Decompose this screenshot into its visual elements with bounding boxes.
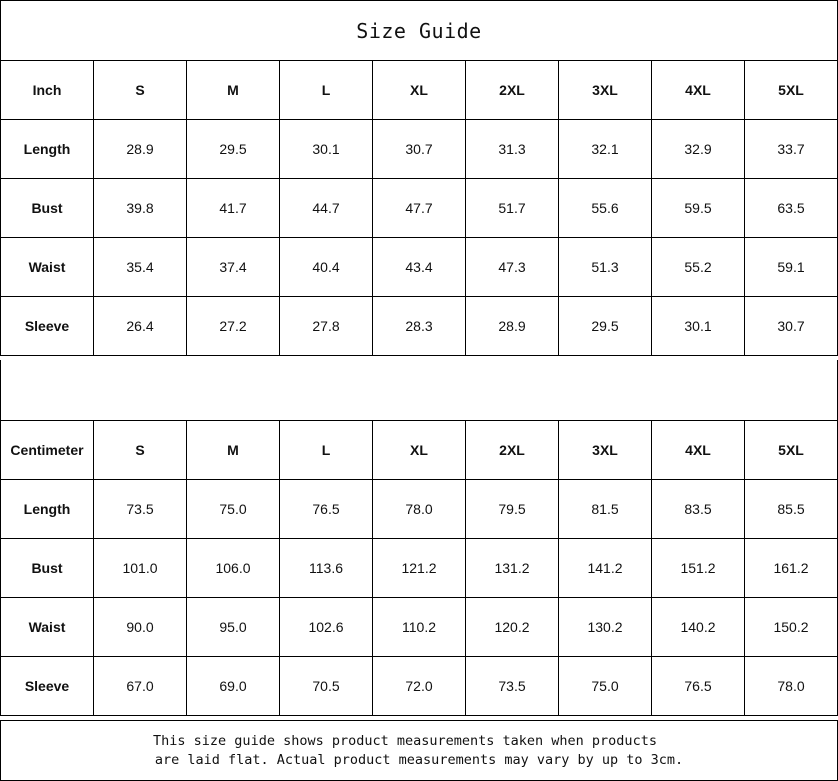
measurement-value: 130.2 (559, 598, 652, 657)
measurement-value: 30.7 (745, 297, 838, 356)
measurement-value: 151.2 (652, 539, 745, 598)
measurement-value: 75.0 (559, 657, 652, 716)
measurement-value: 121.2 (373, 539, 466, 598)
size-header: 3XL (559, 61, 652, 120)
size-header: 3XL (559, 421, 652, 480)
measurement-value: 41.7 (187, 179, 280, 238)
size-header: L (280, 421, 373, 480)
measurement-value: 31.3 (466, 120, 559, 179)
measurement-label: Waist (1, 598, 94, 657)
measurement-value: 55.2 (652, 238, 745, 297)
size-header: 2XL (466, 421, 559, 480)
measurement-value: 32.9 (652, 120, 745, 179)
table-header-row (1, 61, 838, 120)
measurement-value: 72.0 (373, 657, 466, 716)
table-row (1, 120, 838, 179)
measurement-value: 37.4 (187, 238, 280, 297)
measurement-label: Length (1, 120, 94, 179)
measurement-value: 78.0 (373, 480, 466, 539)
measurement-value: 79.5 (466, 480, 559, 539)
size-header: S (94, 61, 187, 120)
measurement-value: 40.4 (280, 238, 373, 297)
measurement-value: 43.4 (373, 238, 466, 297)
measurement-label: Bust (1, 539, 94, 598)
measurement-value: 30.1 (280, 120, 373, 179)
measurement-value: 44.7 (280, 179, 373, 238)
measurement-value: 29.5 (559, 297, 652, 356)
footnote-line-1: This size guide shows product measurements taken when products (153, 732, 657, 749)
size-header: M (187, 421, 280, 480)
measurement-value: 113.6 (280, 539, 373, 598)
size-header: 5XL (745, 61, 838, 120)
measurement-value: 102.6 (280, 598, 373, 657)
measurement-value: 30.1 (652, 297, 745, 356)
table-row (1, 539, 838, 598)
measurement-value: 27.2 (187, 297, 280, 356)
table-row (1, 657, 838, 716)
measurement-value: 120.2 (466, 598, 559, 657)
size-header: 4XL (652, 421, 745, 480)
measurement-value: 63.5 (745, 179, 838, 238)
measurement-value: 47.3 (466, 238, 559, 297)
measurement-value: 35.4 (94, 238, 187, 297)
size-header: 2XL (466, 61, 559, 120)
measurement-value: 70.5 (280, 657, 373, 716)
measurement-value: 33.7 (745, 120, 838, 179)
measurement-value: 83.5 (652, 480, 745, 539)
measurement-value: 29.5 (187, 120, 280, 179)
measurement-value: 161.2 (745, 539, 838, 598)
measurement-label: Bust (1, 179, 94, 238)
measurement-value: 101.0 (94, 539, 187, 598)
measurement-value: 59.1 (745, 238, 838, 297)
measurement-value: 28.9 (94, 120, 187, 179)
measurement-value: 78.0 (745, 657, 838, 716)
measurement-value: 75.0 (187, 480, 280, 539)
measurement-value: 26.4 (94, 297, 187, 356)
measurement-value: 81.5 (559, 480, 652, 539)
measurement-value: 28.9 (466, 297, 559, 356)
measurement-value: 73.5 (466, 657, 559, 716)
measurement-value: 39.8 (94, 179, 187, 238)
size-header: XL (373, 61, 466, 120)
measurement-value: 90.0 (94, 598, 187, 657)
measurement-value: 76.5 (280, 480, 373, 539)
unit-header-centimeter: Centimeter (1, 421, 94, 480)
page-title: Size Guide (0, 0, 838, 61)
unit-header-inch: Inch (1, 61, 94, 120)
centimeter-size-table (0, 420, 838, 716)
measurement-value: 106.0 (187, 539, 280, 598)
measurement-value: 85.5 (745, 480, 838, 539)
size-header: L (280, 61, 373, 120)
measurement-value: 32.1 (559, 120, 652, 179)
size-header: XL (373, 421, 466, 480)
measurement-value: 73.5 (94, 480, 187, 539)
measurement-value: 55.6 (559, 179, 652, 238)
table-row (1, 179, 838, 238)
size-header: 4XL (652, 61, 745, 120)
measurement-label: Sleeve (1, 657, 94, 716)
measurement-label: Length (1, 480, 94, 539)
measurement-value: 141.2 (559, 539, 652, 598)
measurement-footnote (0, 720, 838, 781)
size-header: S (94, 421, 187, 480)
measurement-value: 140.2 (652, 598, 745, 657)
table-header-row (1, 421, 838, 480)
measurement-value: 59.5 (652, 179, 745, 238)
measurement-value: 76.5 (652, 657, 745, 716)
measurement-value: 51.7 (466, 179, 559, 238)
measurement-value: 69.0 (187, 657, 280, 716)
measurement-value: 67.0 (94, 657, 187, 716)
measurement-value: 27.8 (280, 297, 373, 356)
measurement-value: 28.3 (373, 297, 466, 356)
measurement-value: 110.2 (373, 598, 466, 657)
table-row (1, 598, 838, 657)
table-row (1, 238, 838, 297)
measurement-label: Waist (1, 238, 94, 297)
table-row (1, 480, 838, 539)
measurement-value: 131.2 (466, 539, 559, 598)
measurement-value: 51.3 (559, 238, 652, 297)
measurement-value: 47.7 (373, 179, 466, 238)
measurement-label: Sleeve (1, 297, 94, 356)
measurement-value: 30.7 (373, 120, 466, 179)
table-row (1, 297, 838, 356)
table-spacer (0, 360, 838, 421)
footnote-line-2: are laid flat. Actual product measurements may vary by up to 3cm. (154, 751, 684, 768)
size-header: 5XL (745, 421, 838, 480)
measurement-value: 150.2 (745, 598, 838, 657)
size-header: M (187, 61, 280, 120)
inch-size-table (0, 60, 838, 356)
measurement-value: 95.0 (187, 598, 280, 657)
